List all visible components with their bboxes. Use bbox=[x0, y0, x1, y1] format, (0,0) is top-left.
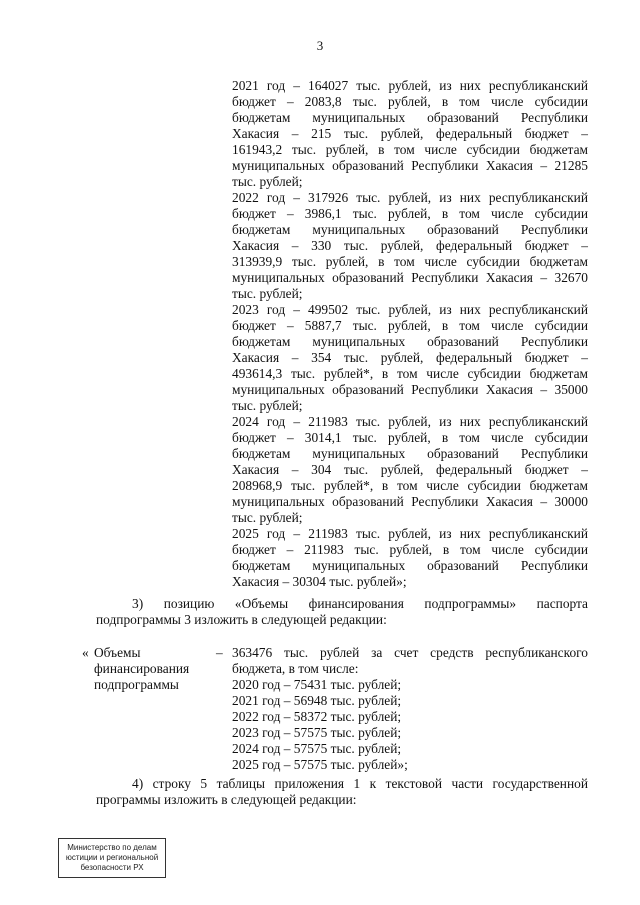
text-line: программы изложить в следующей редакции: bbox=[96, 792, 357, 807]
text-line: Хакасия – 354 тыс. рублей, федеральный бюджет – bbox=[232, 350, 588, 365]
text-line: 2025 год – 211983 тыс. рублей, из них республиканский bbox=[232, 526, 588, 541]
year-paragraph-2024 bbox=[232, 414, 588, 526]
text-line: муниципальных образований Республики Хакасия – 35000 bbox=[232, 382, 588, 397]
text-line: 2023 год – 499502 тыс. рублей, из них республиканский bbox=[232, 302, 588, 317]
open-quote: « bbox=[82, 645, 89, 660]
text-line: тыс. рублей; bbox=[232, 286, 303, 301]
text-line: 493614,3 тыс. рублей*, в том числе субсидии бюджетам bbox=[232, 366, 588, 381]
text-line: Хакасия – 330 тыс. рублей, федеральный бюджет – bbox=[232, 238, 588, 253]
text-line: бюджет – 5887,7 тыс. рублей, в том числе субсидии bbox=[232, 318, 588, 333]
text-line: бюджет – 3014,1 тыс. рублей, в том числе субсидии bbox=[232, 430, 588, 445]
text-line: бюджет – 2083,8 тыс. рублей, в том числе субсидии bbox=[232, 94, 588, 109]
text-line: тыс. рублей; bbox=[232, 398, 303, 413]
year-line: 2023 год – 57575 тыс. рублей; bbox=[232, 725, 402, 740]
text-line: 2024 год – 211983 тыс. рублей, из них республиканский bbox=[232, 414, 588, 429]
text-line: 2022 год – 317926 тыс. рублей, из них республиканский bbox=[232, 190, 588, 205]
funding-by-year-block bbox=[232, 78, 588, 590]
text-line: 208968,9 тыс. рублей*, в том числе субсидии бюджетам bbox=[232, 478, 588, 493]
text-line: тыс. рублей; bbox=[232, 174, 303, 189]
text-line: бюджет – 3986,1 тыс. рублей, в том числе субсидии bbox=[232, 206, 588, 221]
year-line: 2025 год – 57575 тыс. рублей»; bbox=[232, 757, 408, 772]
stamp-line: безопасности РХ bbox=[80, 863, 144, 872]
label-line: финансирования bbox=[94, 661, 190, 676]
text-line: бюджетам муниципальных образований Республики bbox=[232, 334, 588, 349]
text-line: подпрограммы 3 изложить в следующей редакции: bbox=[96, 612, 387, 627]
year-line: 2022 год – 58372 тыс. рублей; bbox=[232, 709, 402, 724]
text-line: бюджетам муниципальных образований Республики bbox=[232, 446, 588, 461]
text-line: 3) позицию «Объемы финансирования подпрограммы» паспорта bbox=[132, 596, 588, 611]
text-line: муниципальных образований Республики Хакасия – 32670 bbox=[232, 270, 588, 285]
text-line: бюджетам муниципальных образований Республики bbox=[232, 558, 588, 573]
row-dash: – bbox=[216, 645, 223, 660]
text-line: Хакасия – 215 тыс. рублей, федеральный бюджет – bbox=[232, 126, 588, 141]
ministry-stamp bbox=[58, 838, 166, 878]
text-line: 363476 тыс. рублей за счет средств республиканского bbox=[232, 645, 588, 660]
text-line: бюджет – 211983 тыс. рублей, в том числе субсидии bbox=[232, 542, 588, 557]
year-paragraph-2021 bbox=[232, 78, 588, 190]
stamp-line: юстиции и региональной bbox=[65, 853, 159, 862]
funding-table-row bbox=[82, 645, 592, 785]
text-line: бюджетам муниципальных образований Республики bbox=[232, 222, 588, 237]
year-paragraph-2025 bbox=[232, 526, 588, 590]
page-number: 3 bbox=[316, 38, 324, 53]
item-3-paragraph bbox=[96, 596, 588, 628]
label-line: подпрограммы bbox=[94, 677, 179, 692]
item-4-paragraph bbox=[96, 776, 588, 808]
text-line: 2021 год – 164027 тыс. рублей, из них республиканский bbox=[232, 78, 588, 93]
text-line: 161943,2 тыс. рублей, в том числе субсидии бюджетам bbox=[232, 142, 588, 157]
text-line: Хакасия – 304 тыс. рублей, федеральный бюджет – bbox=[232, 462, 588, 477]
label-line: Объемы bbox=[94, 645, 141, 660]
stamp-line: Министерство по делам bbox=[67, 843, 157, 852]
text-line: Хакасия – 30304 тыс. рублей»; bbox=[232, 574, 407, 589]
text-line: бюджета, в том числе: bbox=[232, 661, 359, 676]
row-label bbox=[94, 645, 214, 693]
year-paragraph-2023 bbox=[232, 302, 588, 414]
year-line: 2020 год – 75431 тыс. рублей; bbox=[232, 677, 402, 692]
text-line: бюджетам муниципальных образований Республики bbox=[232, 110, 588, 125]
year-paragraph-2022 bbox=[232, 190, 588, 302]
text-line: муниципальных образований Республики Хакасия – 30000 bbox=[232, 494, 588, 509]
text-line: 4) строку 5 таблицы приложения 1 к текстовой части государственной bbox=[132, 776, 588, 791]
text-line: 313939,9 тыс. рублей, в том числе субсидии бюджетам bbox=[232, 254, 588, 269]
row-body bbox=[232, 645, 588, 773]
text-line: муниципальных образований Республики Хакасия – 21285 bbox=[232, 158, 588, 173]
text-line: тыс. рублей; bbox=[232, 510, 303, 525]
year-line: 2024 год – 57575 тыс. рублей; bbox=[232, 741, 402, 756]
year-line: 2021 год – 56948 тыс. рублей; bbox=[232, 693, 402, 708]
